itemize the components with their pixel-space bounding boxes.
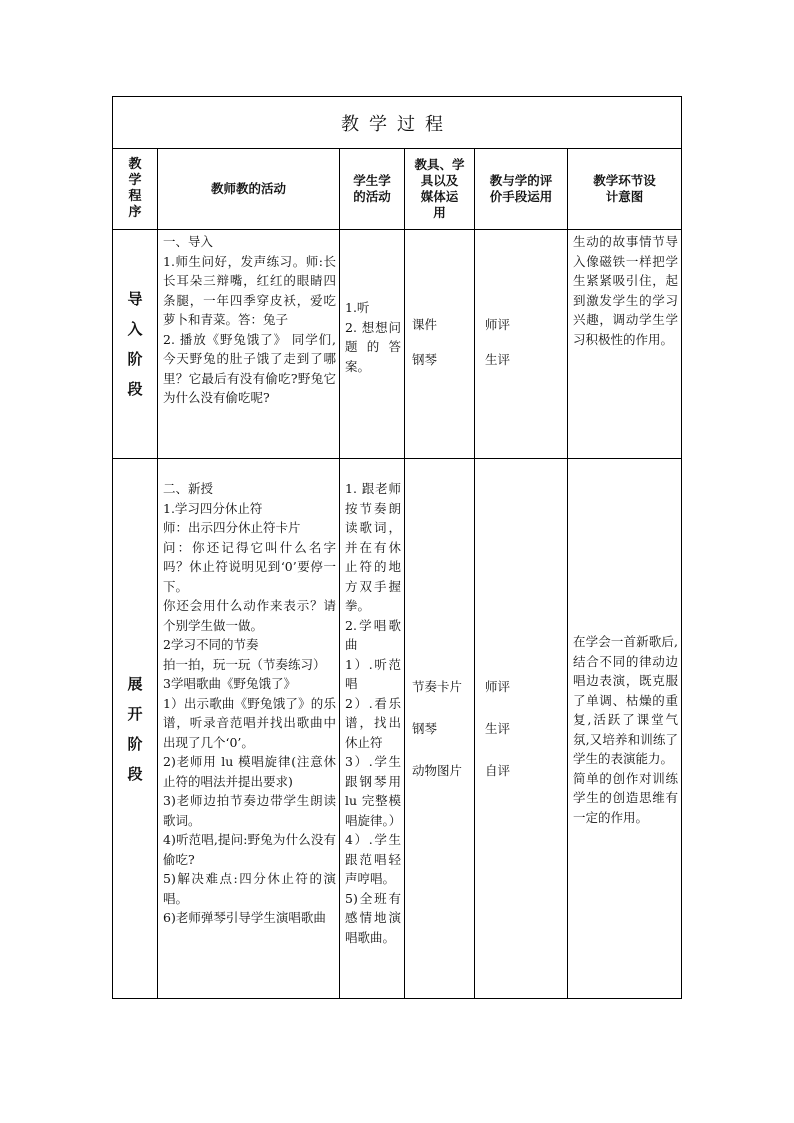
header-row bbox=[113, 149, 682, 230]
student-activity-intro: 1.听 2. 想想问题的答案。 bbox=[340, 230, 405, 459]
teaching-process-table bbox=[112, 96, 682, 999]
header-student-activity: 学生学 的活动 bbox=[340, 149, 405, 230]
teacher-activity-development: 二、新授 1.学习四分休止符 师：出示四分休止符卡片 问：你还记得它叫什么名字吗？休止符说明见到‘0’要停一下。 你还会用什么动作来表示？请个别学生做一做。 2学习不同的节奏 拍一拍，玩一玩（节奏练习） 3学唱歌曲《野兔饿了》 1）出示歌曲《野兔饿了》的乐谱，听录音范唱并找出歌曲中出现了几个‘0’。 2)老师用 lu 模唱旋律(注意休止符的唱法并提出要求) 3)老师边拍节奏边带学生朗读歌词。 4)听范唱,提问:野兔为什么没有偷吃? 5)解决难点:四分休止符的演唱。 6)老师弹琴引导学生演唱歌曲 bbox=[158, 459, 340, 999]
table-row-intro bbox=[113, 230, 682, 459]
stage-label-intro: 导 入 阶 段 bbox=[113, 230, 158, 459]
header-tools-media: 教具、学 具以及 媒体运 用 bbox=[405, 149, 475, 230]
evaluation-development: 师评 生评 自评 bbox=[475, 459, 568, 999]
tools-development: 节奏卡片 钢琴 动物图片 bbox=[405, 459, 475, 999]
tools-intro: 课件 钢琴 bbox=[405, 230, 475, 459]
header-evaluation: 教与学的评 价手段运用 bbox=[475, 149, 568, 230]
design-intent-development: 在学会一首新歌后,结合不同的律动边唱边表演，既克服了单调、枯燥的重复,活跃了课堂气氛,又培养和训练了学生的表演能力。 简单的创作对训练学生的创造思维有一定的作用。 bbox=[568, 459, 682, 999]
header-teacher-activity: 教师教的活动 bbox=[158, 149, 340, 230]
header-stage: 教 学 程 序 bbox=[113, 149, 158, 230]
table-row-development bbox=[113, 459, 682, 999]
table-title: 教学过程 bbox=[113, 97, 682, 149]
design-intent-intro: 生动的故事情节导入像磁铁一样把学生紧紧吸引住，起到激发学生的学习兴趣，调动学生学习积极性的作用。 bbox=[568, 230, 682, 459]
header-design-intent: 教学环节设 计意图 bbox=[568, 149, 682, 230]
teacher-activity-intro: 一、导入 1.师生问好，发声练习。师:长长耳朵三辩嘴，红红的眼睛四条腿，一年四季穿皮袄，爱吃萝卜和青菜。答：兔子 2. 播放《野兔饿了》 同学们,今天野兔的肚子饿了走到了哪里？它最后有没有偷吃?野兔它为什么没有偷吃呢? bbox=[158, 230, 340, 459]
stage-label-development: 展 开 阶 段 bbox=[113, 459, 158, 999]
evaluation-intro: 师评 生评 bbox=[475, 230, 568, 459]
student-activity-development: 1. 跟老师按节奏朗读歌词，并在有休止符的地方双手握拳。 2.学唱歌曲 1）.听范唱 2）.看乐谱，找出休止符 3）.学生跟钢琴用 lu 完整模唱旋律。） 4）.学生跟范唱轻声哼唱。 5)全班有感情地演唱歌曲。 bbox=[340, 459, 405, 999]
